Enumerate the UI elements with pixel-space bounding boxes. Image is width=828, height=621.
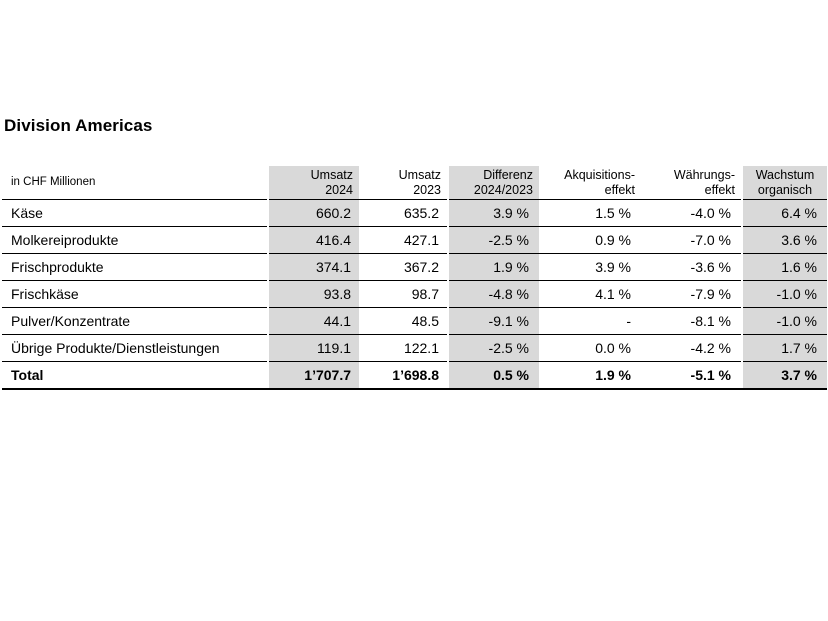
column-header-umsatz-2023: Umsatz 2023 [359, 166, 448, 200]
total-waehrungseffekt: -5.1 % [641, 362, 742, 390]
cell-waehrungseffekt: -3.6 % [641, 254, 742, 281]
cell-umsatz-2023: 427.1 [359, 227, 448, 254]
table-row [2, 227, 827, 254]
cell-akquisitionseffekt: 0.0 % [539, 335, 641, 362]
total-differenz: 0.5 % [448, 362, 539, 390]
table-total-row [2, 362, 827, 390]
row-label: Frischkäse [2, 281, 268, 308]
cell-waehrungseffekt: -4.2 % [641, 335, 742, 362]
table-row [2, 254, 827, 281]
table-header-row [2, 166, 827, 200]
cell-umsatz-2024: 93.8 [268, 281, 359, 308]
total-umsatz-2024: 1’707.7 [268, 362, 359, 390]
cell-wachstum-organisch: -1.0 % [742, 281, 827, 308]
cell-waehrungseffekt: -7.0 % [641, 227, 742, 254]
cell-umsatz-2023: 122.1 [359, 335, 448, 362]
cell-umsatz-2024: 119.1 [268, 335, 359, 362]
row-label: Pulver/Konzentrate [2, 308, 268, 335]
cell-wachstum-organisch: 1.6 % [742, 254, 827, 281]
row-label: Frischprodukte [2, 254, 268, 281]
column-header-differenz: Differenz 2024/2023 [448, 166, 539, 200]
cell-umsatz-2023: 635.2 [359, 200, 448, 227]
cell-waehrungseffekt: -8.1 % [641, 308, 742, 335]
cell-akquisitionseffekt: 1.5 % [539, 200, 641, 227]
total-label: Total [2, 362, 268, 390]
column-header-akquisitionseffekt: Akquisitions- effekt [539, 166, 641, 200]
cell-umsatz-2023: 98.7 [359, 281, 448, 308]
cell-akquisitionseffekt: - [539, 308, 641, 335]
cell-umsatz-2024: 44.1 [268, 308, 359, 335]
total-wachstum-organisch: 3.7 % [742, 362, 827, 390]
cell-umsatz-2023: 48.5 [359, 308, 448, 335]
column-header-unit: in CHF Millionen [2, 166, 268, 200]
cell-akquisitionseffekt: 0.9 % [539, 227, 641, 254]
row-label: Käse [2, 200, 268, 227]
total-akquisitionseffekt: 1.9 % [539, 362, 641, 390]
cell-differenz: -9.1 % [448, 308, 539, 335]
cell-akquisitionseffekt: 3.9 % [539, 254, 641, 281]
cell-wachstum-organisch: 6.4 % [742, 200, 827, 227]
table-row [2, 335, 827, 362]
cell-umsatz-2023: 367.2 [359, 254, 448, 281]
column-header-waehrungseffekt: Währungs- effekt [641, 166, 742, 200]
row-label: Übrige Produkte/Dienstleistungen [2, 335, 268, 362]
cell-waehrungseffekt: -7.9 % [641, 281, 742, 308]
cell-wachstum-organisch: 3.6 % [742, 227, 827, 254]
cell-umsatz-2024: 416.4 [268, 227, 359, 254]
cell-waehrungseffekt: -4.0 % [641, 200, 742, 227]
page-title: Division Americas [4, 116, 153, 135]
table-row [2, 308, 827, 335]
table-row [2, 281, 827, 308]
total-umsatz-2023: 1’698.8 [359, 362, 448, 390]
cell-wachstum-organisch: -1.0 % [742, 308, 827, 335]
row-label: Molkereiprodukte [2, 227, 268, 254]
column-header-wachstum-organisch: Wachstum organisch [742, 166, 827, 200]
cell-umsatz-2024: 660.2 [268, 200, 359, 227]
table-row [2, 200, 827, 227]
cell-akquisitionseffekt: 4.1 % [539, 281, 641, 308]
cell-umsatz-2024: 374.1 [268, 254, 359, 281]
cell-differenz: -2.5 % [448, 227, 539, 254]
cell-differenz: -4.8 % [448, 281, 539, 308]
column-header-umsatz-2024: Umsatz 2024 [268, 166, 359, 200]
cell-differenz: -2.5 % [448, 335, 539, 362]
cell-differenz: 3.9 % [448, 200, 539, 227]
cell-differenz: 1.9 % [448, 254, 539, 281]
sales-table [2, 166, 827, 390]
cell-wachstum-organisch: 1.7 % [742, 335, 827, 362]
